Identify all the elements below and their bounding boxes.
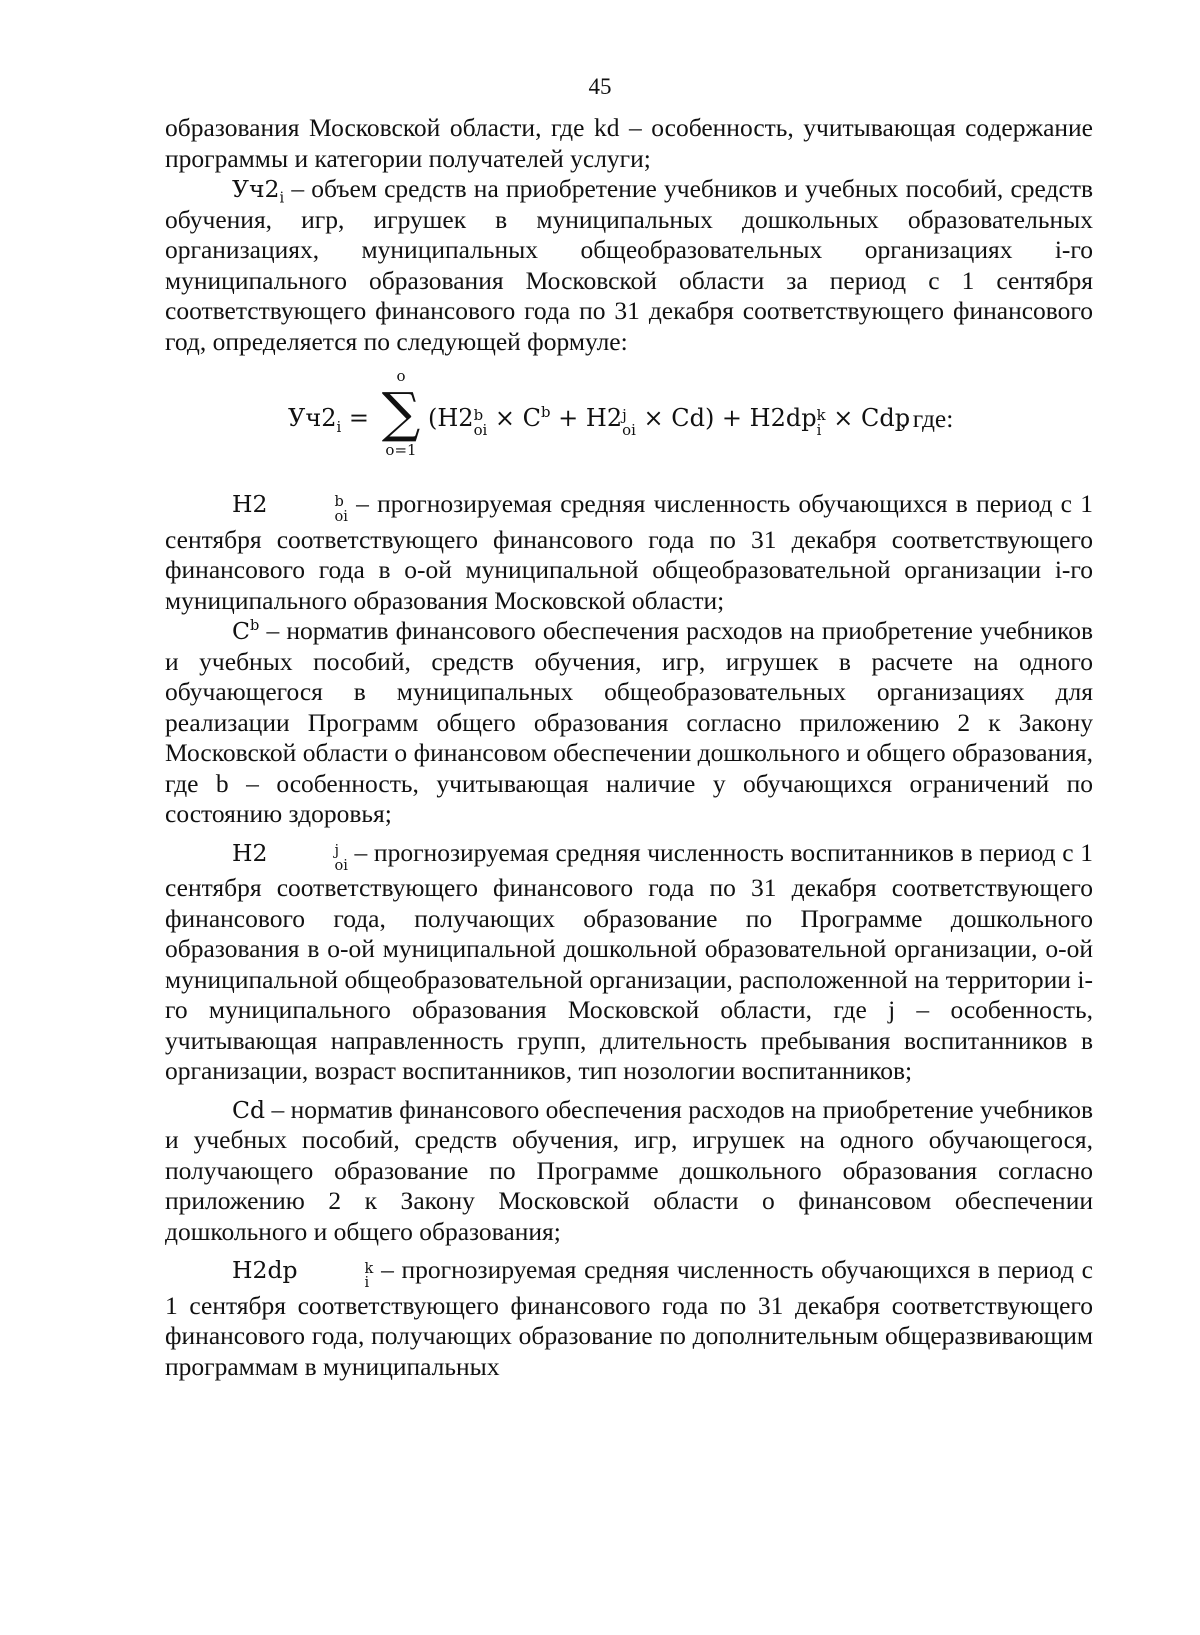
h2j-definition-text: – прогнозируемая средняя численность воспитанников в период с 1 сентября соответствующего финансового года по 31 декабря соответствующего финансового года, получающих образование по Программе дошкольного образования в о-ой муниципальной дошкольной образовательной организации, о-ой муниципальной общеобразовательной организации, расположенной на территории i-го муниципального образования Московской области, где j – особенность, учитывающая направленность групп, длительность пребывания воспитанников в организации, возраст воспитанников, тип нозологии воспитанников; (165, 837, 1093, 1086)
paragraph-h2dp-definition (165, 1255, 1093, 1382)
symbol-cd: Cd (232, 1095, 266, 1124)
h2dp-definition-text: – прогнозируемая средняя численность обучающихся в период с 1 сентября соответствующего финансового года по 31 декабря соответствующего финансового года, получающих образование по дополнительным общеразвивающим программам в муниципальных (165, 1255, 1093, 1381)
sigma-glyph: ∑ (381, 381, 421, 444)
paragraph-cd-definition (165, 1095, 1093, 1248)
paragraph-h2b-definition (165, 489, 1093, 616)
symbol-h2j: Н2 j oi (232, 838, 348, 874)
formula-lhs: $Уч2_i$ = (288, 404, 369, 436)
symbol-cb: $C^b$ (232, 617, 260, 646)
paragraph-intro: образования Московской области, где kd – особенность, учитывающая содержание программы и категории получателей услуги; (165, 113, 1093, 173)
paragraph-uch2-definition (165, 174, 1093, 357)
sum-lower-limit: o=1 (385, 441, 417, 459)
paragraph-cb-definition (165, 616, 1093, 830)
summation-symbol (374, 367, 428, 459)
formula-uch2 (165, 367, 1093, 475)
cd-definition-text: – норматив финансового обеспечения расходов на приобретение учебников и учебных пособий, средств обучения, игр, игрушек на одного обучающегося, получающего образование по Программе дошкольного образования согласно приложению 2 к Закону Московской области о финансовом обеспечении дошкольного и общего образования; (165, 1094, 1093, 1246)
symbol-h2dp: Н2dp k i (232, 1256, 374, 1292)
paragraph-h2j-definition (165, 838, 1093, 1087)
uch2-definition-text: – объем средств на приобретение учебников и учебных пособий, средств обучения, игр, игрушек в муниципальных дошкольных образовательных организациях, муниципальных общеобразовательных организациях i-го муниципального образования Московской области за период с 1 сентября соответствующего финансового года по 31 декабря соответствующего финансового год, определяется по следующей формуле: (165, 174, 1093, 356)
cb-definition-text: – норматив финансового обеспечения расходов на приобретение учебников и учебных пособий, средств обучения, игр, игрушек в расчете на одного обучающегося в муниципальных общеобразовательных организациях для реализации Программ общего образования согласно приложению 2 к Закону Московской области о финансовом обеспечении дошкольного и общего образования, где b – особенность, учитывающая наличие у обучающихся ограничений по состоянию здоровья; (165, 616, 1093, 829)
h2b-definition-text: – прогнозируемая средняя численность обучающихся в период с 1 сентября соответствующего финансового года по 31 декабря соответствующего финансового года в о-ой муниципальной общеобразовательной организации i-го муниципального образования Московской области; (165, 489, 1093, 615)
symbol-uch2: $Уч2_i$ (232, 175, 285, 207)
sum-upper-limit: o (396, 367, 406, 385)
symbol-h2b: Н2 b oi (232, 490, 348, 525)
formula-rhs: (Н2 b oi × $C^b + Н2$ j oi × Cd) + Н2dp k i × Cdp (428, 403, 911, 439)
document-body (165, 113, 1093, 1382)
formula-where: , где: (900, 404, 954, 433)
page-number: 45 (588, 74, 612, 99)
